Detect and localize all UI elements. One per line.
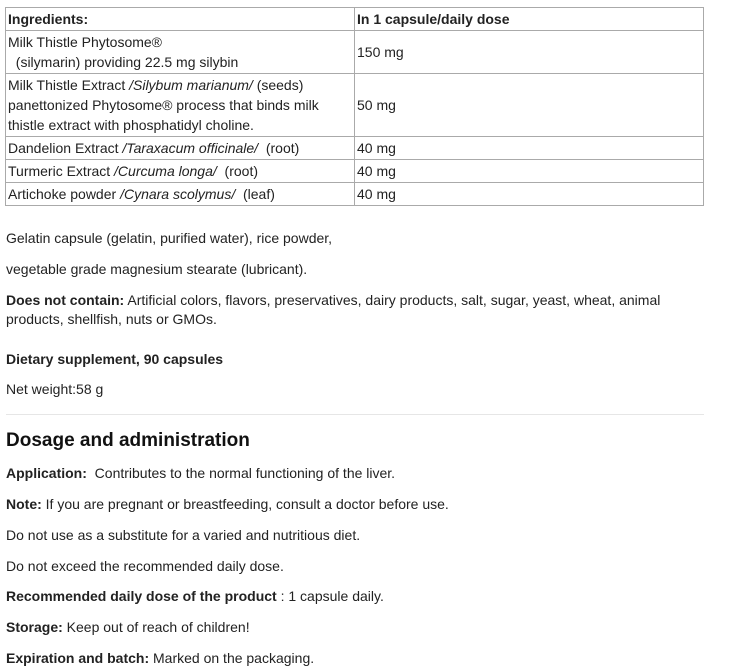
ingredient-name: Turmeric Extract	[8, 163, 111, 179]
expiration-label: Expiration and batch:	[6, 650, 150, 666]
ingredient-name: Milk Thistle Phytosome®	[8, 34, 162, 50]
ingredient-name: Milk Thistle Extract	[8, 77, 126, 93]
ingredient-latin: /Curcuma longa/	[114, 163, 217, 179]
does-not-contain	[6, 291, 706, 329]
dose-cell: 40 mg	[355, 137, 704, 160]
ingredient-latin: /Silybum marianum/	[129, 77, 253, 93]
recommended-dose	[6, 587, 706, 606]
section-divider	[6, 414, 704, 415]
table-row	[6, 160, 704, 183]
dose-header: In 1 capsule/daily dose	[355, 8, 704, 31]
ingredients-table	[5, 7, 704, 206]
table-row	[6, 183, 704, 206]
other-ingredients-line-2: vegetable grade magnesium stearate (lubricant).	[6, 261, 308, 277]
ingredient-cell	[6, 160, 355, 183]
ingredient-cell	[6, 31, 355, 74]
does-not-contain-label: Does not contain:	[6, 292, 125, 308]
expiration	[6, 649, 706, 668]
table-header-row	[6, 8, 704, 31]
storage-label: Storage:	[6, 619, 63, 635]
other-ingredients-line-1: Gelatin capsule (gelatin, purified water), rice powder,	[6, 230, 333, 246]
dose-cell: 50 mg	[355, 74, 704, 137]
ingredient-name: Dandelion Extract	[8, 140, 119, 156]
ingredient-cell	[6, 74, 355, 137]
ingredient-detail: (silymarin) providing 22.5 mg silybin	[8, 54, 239, 70]
table-row	[6, 31, 704, 74]
ingredient-detail: (root)	[258, 140, 300, 156]
no-substitute-line: Do not use as a substitute for a varied and nutritious diet.	[6, 527, 361, 543]
application-label: Application:	[6, 465, 87, 481]
application	[6, 464, 706, 483]
storage-text: Keep out of reach of children!	[62, 619, 250, 635]
ingredient-detail: (root)	[216, 163, 258, 179]
dose-cell: 150 mg	[355, 31, 704, 74]
note	[6, 495, 706, 514]
ingredient-cell	[6, 183, 355, 206]
ingredient-detail: (seeds) panettonized Phytosome® process that binds milk thistle extract with phosphatidyl choline.	[8, 77, 319, 133]
application-text: Contributes to the normal functioning of the liver.	[86, 465, 396, 481]
recommended-dose-text: : 1 capsule daily.	[276, 588, 384, 604]
expiration-text: Marked on the packaging.	[149, 650, 315, 666]
ingredients-header: Ingredients:	[6, 8, 355, 31]
ingredient-latin: /Taraxacum officinale/	[122, 140, 259, 156]
note-label: Note:	[6, 496, 42, 512]
ingredient-latin: /Cynara scolymus/	[120, 186, 236, 202]
dietary-supplement: Dietary supplement, 90 capsules	[6, 351, 224, 367]
net-weight: Net weight:58 g	[6, 381, 104, 397]
section-title: Dosage and administration	[6, 430, 250, 451]
storage	[6, 618, 706, 637]
recommended-dose-label: Recommended daily dose of the product	[6, 588, 277, 604]
ingredient-name: Artichoke powder	[8, 186, 117, 202]
ingredient-cell	[6, 137, 355, 160]
ingredient-detail: (leaf)	[235, 186, 275, 202]
does-not-contain-text: Artificial colors, flavors, preservatives, dairy products, salt, sugar, yeast, wheat, animal products, shellfish, nuts or GMOs.	[6, 292, 661, 327]
note-text: If you are pregnant or breastfeeding, consult a doctor before use.	[41, 496, 449, 512]
table-row	[6, 74, 704, 137]
dose-cell: 40 mg	[355, 183, 704, 206]
dose-cell: 40 mg	[355, 160, 704, 183]
no-exceed-line: Do not exceed the recommended daily dose.	[6, 558, 284, 574]
table-row	[6, 137, 704, 160]
